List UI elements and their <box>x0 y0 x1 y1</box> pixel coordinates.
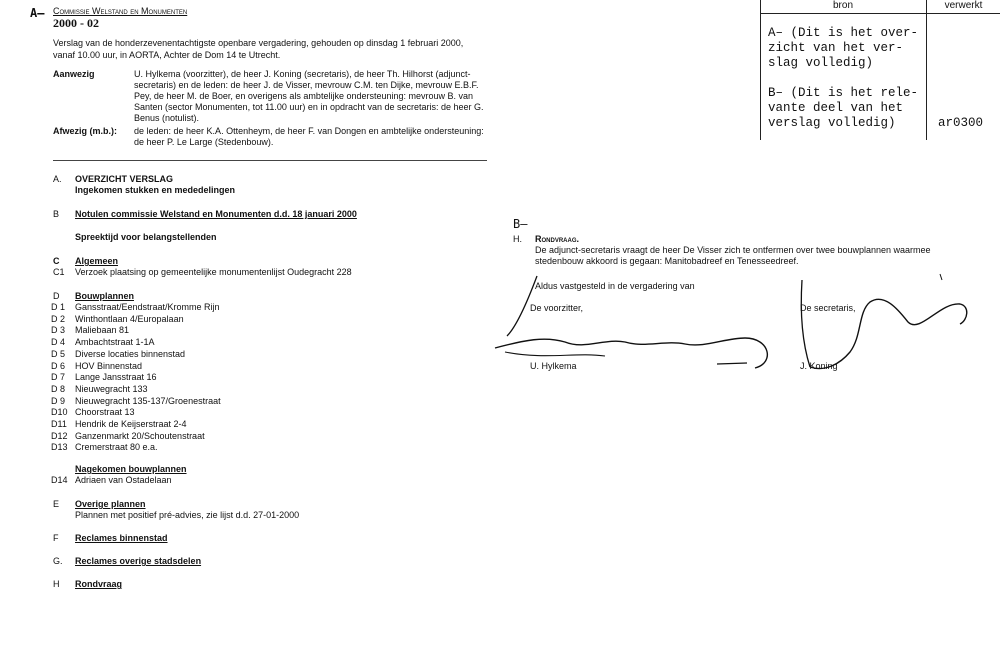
bouwplan-item: Winthontlaan 4/Europalaan <box>75 314 184 324</box>
bouwplan-key: D10 <box>51 407 68 417</box>
agenda-key-c: C <box>53 256 60 266</box>
source-table <box>760 0 1000 140</box>
column-header-bron: bron <box>760 0 926 14</box>
divider <box>53 160 487 161</box>
agenda-title-f: Reclames binnenstad <box>75 533 168 543</box>
organization-name: Commissie Welstand en Monumenten <box>53 6 188 16</box>
rondvraag-title: Rondvraag. <box>535 234 580 244</box>
agenda-key-c1: C1 <box>53 267 65 277</box>
bouwplan-item: Diverse locaties binnenstad <box>75 349 186 359</box>
intro-paragraph: Verslag van de honderzevenentachtigste openbare vergadering, gehouden op dinsdag 1 februari 2000, vanaf 10.00 uur, in AORTA, Achter de Dom 14 te Utrecht. <box>53 38 464 60</box>
agenda-text-d14: Adriaen van Ostadelaan <box>75 475 172 485</box>
agenda-key-a: A. <box>53 174 62 184</box>
section-marker-b: B– <box>513 217 528 231</box>
voorzitter-name: U. Hylkema <box>530 361 577 371</box>
present-label: Aanwezig <box>53 69 95 79</box>
bouwplan-key: D 9 <box>51 396 66 406</box>
agenda-title-b: Notulen commissie Welstand en Monumenten d.d. 18 januari 2000 <box>75 209 357 219</box>
bouwplan-key: D12 <box>51 431 68 441</box>
agenda-key-g: G. <box>53 556 63 566</box>
note-b: B– (Dit is het rele- vante deel van het verslag volledig) <box>768 86 919 130</box>
rondvraag-text: De adjunct-secretaris vraagt de heer De Visser zich te ontfermen over twee bouwplannen waarmee stedenbouw akkoord is gegaan: Manitobadreef en Tenesseedreef. <box>535 245 931 266</box>
bouwplan-key: D 4 <box>51 337 66 347</box>
agenda-text-e: Plannen met positief pré-advies, zie lijst d.d. 27-01-2000 <box>75 510 300 520</box>
nagekomen-title: Nagekomen bouwplannen <box>75 464 187 474</box>
bouwplan-item: Ambachtstraat 1-1A <box>75 337 155 347</box>
agenda-title-d: Bouwplannen <box>75 291 134 301</box>
agenda-text-c1: Verzoek plaatsing op gemeentelijke monumentenlijst Oudegracht 228 <box>75 267 352 277</box>
section-marker-a: A– <box>30 6 45 20</box>
absent-label: Afwezig (m.b.): <box>53 126 117 136</box>
agenda-key-e: E <box>53 499 60 509</box>
bouwplan-item: Gansstraat/Eendstraat/Kromme Rijn <box>75 302 220 312</box>
bouwplan-item: Lange Jansstraat 16 <box>75 372 157 382</box>
agenda-key-d14: D14 <box>51 475 68 485</box>
bouwplan-item: Choorstraat 13 <box>75 407 135 417</box>
bouwplan-item: Maliebaan 81 <box>75 325 130 335</box>
document-number: 2000 - 02 <box>53 16 99 30</box>
bouwplan-key: D13 <box>51 442 68 452</box>
agenda-key-f: F <box>53 533 59 543</box>
bouwplan-key: D 7 <box>51 372 66 382</box>
bouwplan-item: Cremerstraat 80 e.a. <box>75 442 158 452</box>
bouwplan-key: D 5 <box>51 349 66 359</box>
agenda-title-e: Overige plannen <box>75 499 146 509</box>
voorzitter-signature <box>485 268 785 378</box>
bouwplan-key: D 6 <box>51 361 66 371</box>
absent-text: de leden: de heer K.A. Ottenheym, de heer F. van Dongen en ambtelijke ondersteuning: de heer P. Le Large (Stedenbouw). <box>134 126 484 147</box>
present-text: U. Hylkema (voorzitter), de heer J. Koning (secretaris), de heer Th. Hilhorst (adjunct-secretaris) en de leden: de heer J. de Visser, mevrouw C.M. ten Dijke, mevrouw E.B.F. Pey, de heer M. de Boer, en overigens als ambtelijke ondersteuning: mevrouw B. van Santen (sector Monumenten, tot 11.00 uur) en in opdracht van de secretaris: de heer G. Benus (notulist). <box>134 69 484 123</box>
secretaris-signature <box>790 272 980 382</box>
bouwplan-key: D11 <box>51 419 67 429</box>
bouwplan-item: HOV Binnenstad <box>75 361 143 371</box>
voorzitter-label: De voorzitter, <box>530 303 584 313</box>
bouwplan-item: Ganzenmarkt 20/Schoutenstraat <box>75 431 205 441</box>
agenda-title-g: Reclames overige stadsdelen <box>75 556 202 566</box>
agenda-key-b: B <box>53 209 60 219</box>
rondvraag-key: H. <box>513 234 522 244</box>
agenda-title-a: OVERZICHT VERSLAG <box>75 174 174 184</box>
column-header-verwerkt: verwerkt <box>927 0 1000 14</box>
agenda-title-c: Algemeen <box>75 256 119 266</box>
vastgesteld-line: Aldus vastgesteld in de vergadering van <box>535 281 695 291</box>
spreektijd-title: Spreektijd voor belangstellenden <box>75 232 217 242</box>
archive-code: ar0300 <box>938 116 984 130</box>
note-a: A– (Dit is het over- zicht van het ver- slag volledig) <box>768 26 919 70</box>
bouwplan-key: D 1 <box>51 302 66 312</box>
agenda-key-d: D <box>53 291 60 301</box>
agenda-key-h: H <box>53 579 60 589</box>
bouwplan-key: D 3 <box>51 325 66 335</box>
bouwplan-key: D 8 <box>51 384 66 394</box>
bouwplan-item: Nieuwegracht 135-137/Groenestraat <box>75 396 221 406</box>
secretaris-name: J. Koning <box>800 361 838 371</box>
agenda-sub-a: Ingekomen stukken en mededelingen <box>75 185 236 195</box>
bouwplan-item: Hendrik de Keijserstraat 2-4 <box>75 419 187 429</box>
bouwplan-item: Nieuwegracht 133 <box>75 384 148 394</box>
secretaris-label: De secretaris, <box>800 303 856 313</box>
bouwplan-key: D 2 <box>51 314 66 324</box>
agenda-title-h: Rondvraag <box>75 579 123 589</box>
